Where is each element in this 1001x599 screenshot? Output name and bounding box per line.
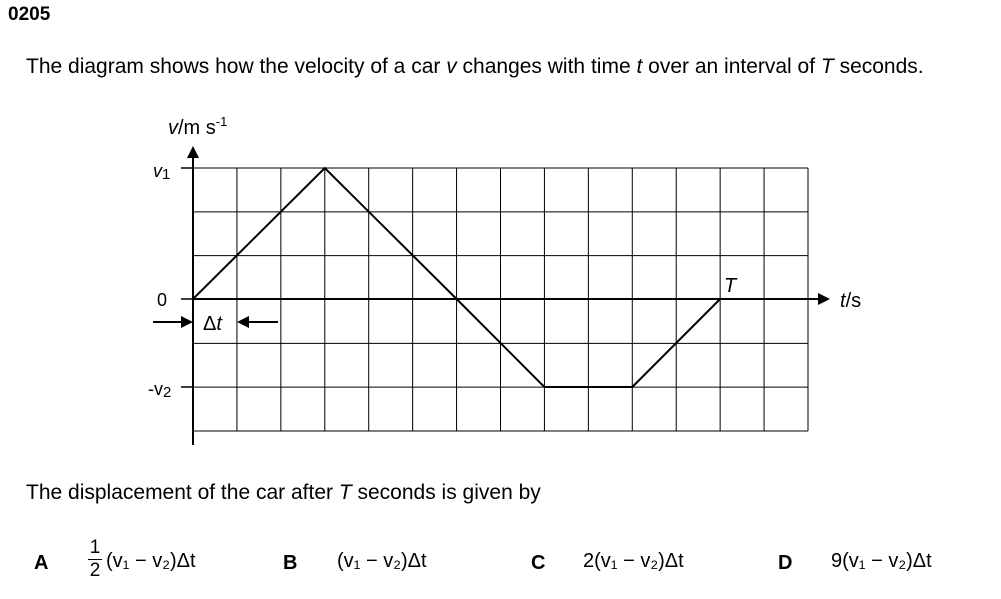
delta-t-right-arrowhead [237,316,249,328]
option-a-fraction: 1 2 [89,537,101,581]
y-tick-label-zero: 0 [157,290,168,310]
y-axis-arrowhead [187,146,199,158]
x-axis-label: t/s [840,290,862,312]
option-c-expression[interactable]: 2(v₁ − v₂)Δt [583,550,684,572]
delta-t-left-arrowhead [181,316,193,328]
option-d-expression[interactable]: 9(v₁ − v₂)Δt [831,550,932,572]
T-marker-label: T [724,275,737,297]
question-number: 0205 [8,4,51,25]
option-c-letter[interactable]: C [531,552,546,574]
y-tick-label-minus-v2: -v2 [148,379,172,401]
option-b-letter[interactable]: B [283,552,298,574]
option-a-letter[interactable]: A [34,552,49,574]
delta-t-label: Δt [203,313,222,335]
option-a-expression[interactable]: (v₁ − v₂)Δt [106,550,196,572]
x-axis-arrowhead [818,293,830,305]
question-stem: The diagram shows how the velocity of a car v changes with time t over an interval of T seconds. [26,55,924,78]
option-b-expression[interactable]: (v₁ − v₂)Δt [337,550,427,572]
y-axis-label: v/m $s^{-1}$ [168,114,228,139]
question-prompt: The displacement of the car after T seconds is given by [26,481,541,504]
option-d-letter[interactable]: D [778,552,793,574]
y-tick-label-v1: v1 [153,161,171,183]
